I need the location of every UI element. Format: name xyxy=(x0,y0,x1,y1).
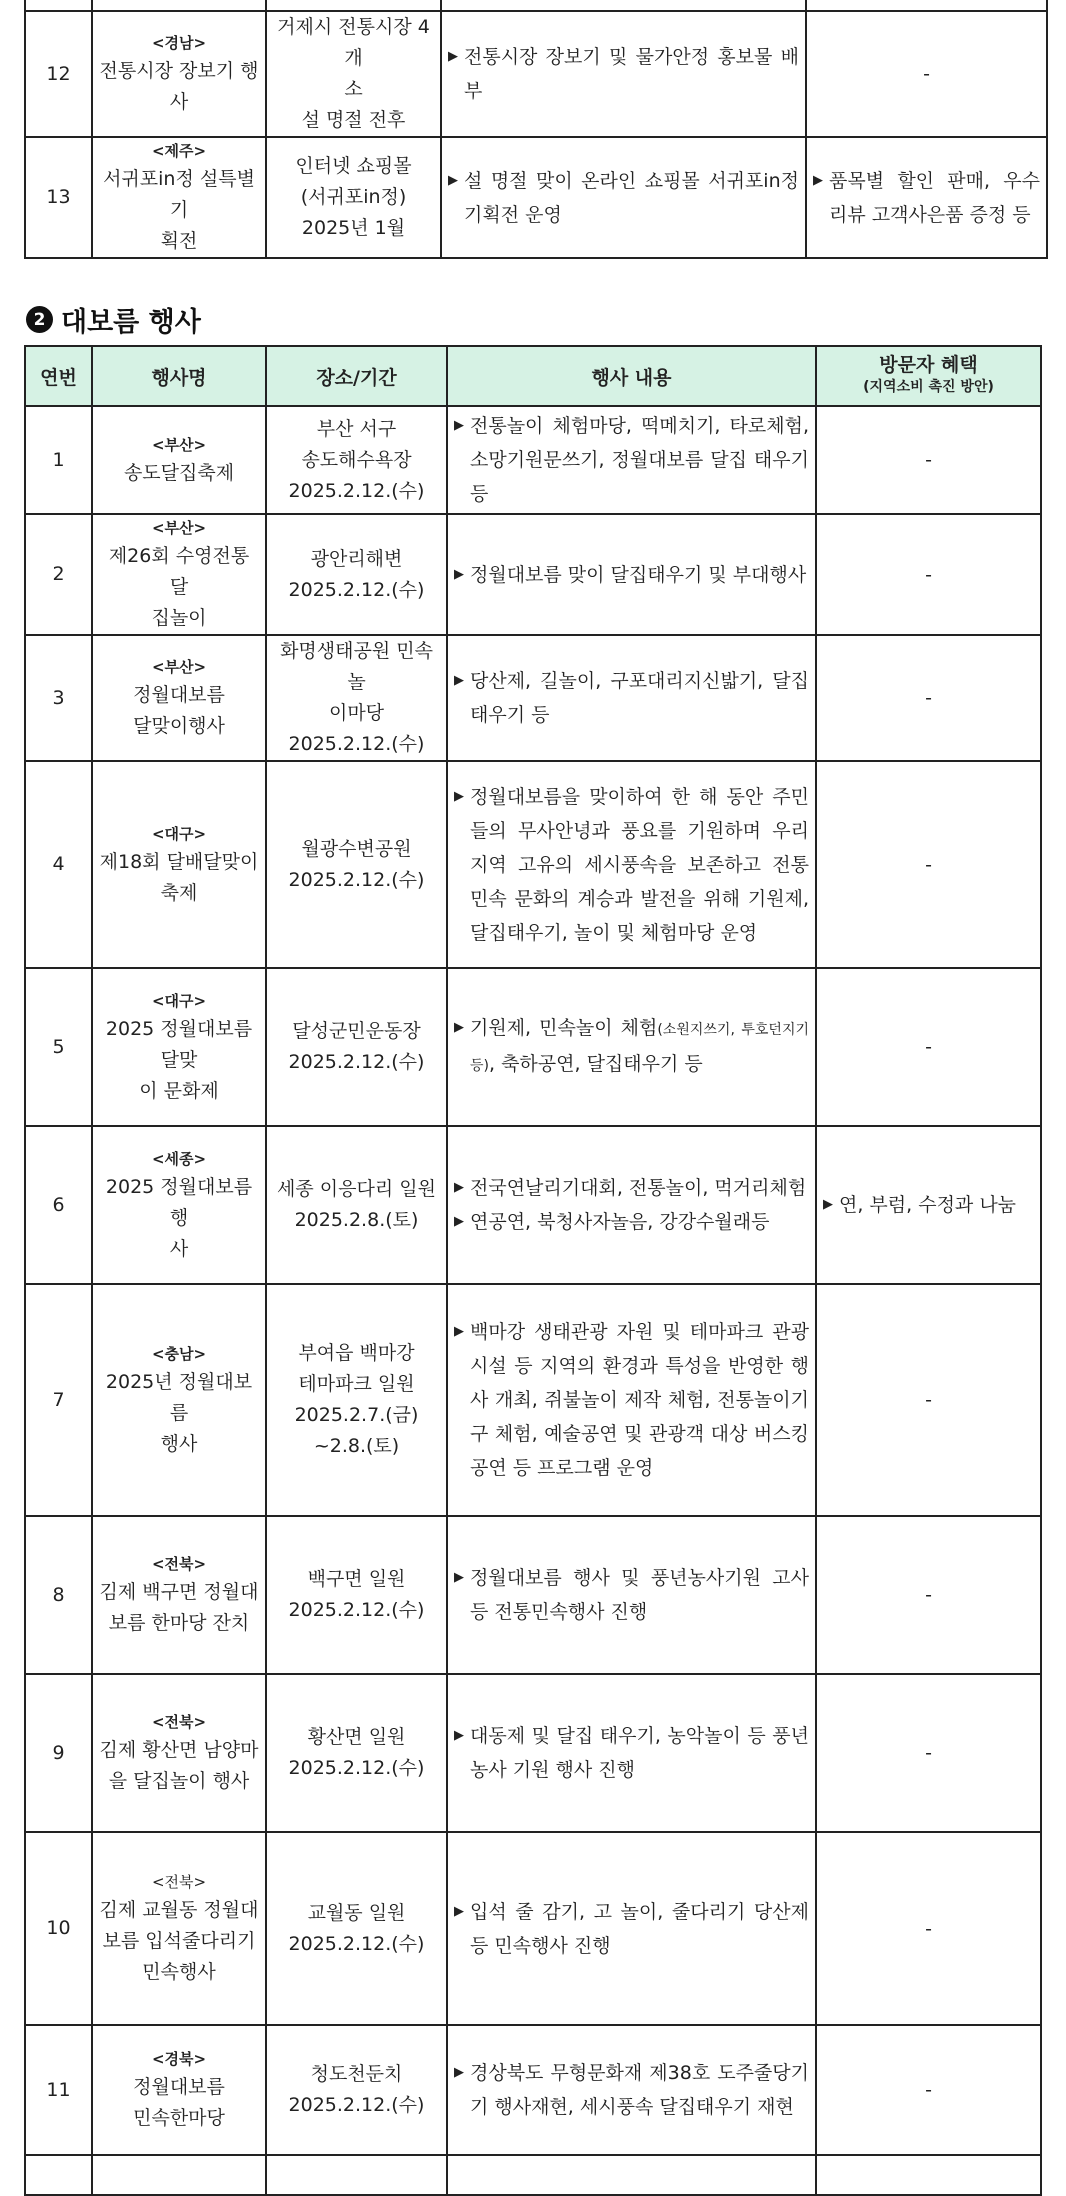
section-number-badge: 2 xyxy=(26,306,53,333)
triangle-right-icon: ▶ xyxy=(448,172,458,188)
triangle-right-icon: ▶ xyxy=(454,1903,464,1919)
table-row xyxy=(25,2155,1041,2195)
event-name-cell xyxy=(92,11,266,137)
content-cell: ▶ 전통놀이 체험마당, 떡메치기, 타로체험, 소망기원문쓰기, 정월대보름 달집 태우기 등 xyxy=(447,406,816,514)
triangle-right-icon: ▶ xyxy=(454,1180,464,1195)
place-cell: 교월동 일원 2025.2.12.(수) xyxy=(266,1832,447,2025)
event-name-cell xyxy=(92,1832,266,2025)
table-row xyxy=(25,11,1047,137)
row-number: 4 xyxy=(25,761,92,968)
continued-event-table xyxy=(24,0,1048,259)
place-cell: 거제시 전통시장 4개 소 설 명절 전후 xyxy=(266,11,441,137)
region-label: <경남> xyxy=(151,34,207,52)
header-content: 행사 내용 xyxy=(447,346,816,406)
place-cell: 달성군민운동장 2025.2.12.(수) xyxy=(266,968,447,1126)
region-label: <제주> xyxy=(151,142,207,160)
row-number: 12 xyxy=(25,11,92,137)
event-name: 정월대보름 달맞이행사 xyxy=(133,684,225,737)
triangle-right-icon: ▶ xyxy=(454,673,464,688)
triangle-right-icon: ▶ xyxy=(448,49,458,64)
region-label: <부산> xyxy=(151,519,207,537)
content-cell: ▶ 대동제 및 달집 태우기, 농악놀이 등 풍년 농사 기원 행사 진행 xyxy=(447,1674,816,1832)
region-label: <세종> xyxy=(151,1149,207,1168)
benefit-cell: - xyxy=(816,761,1041,968)
table-row xyxy=(25,0,1047,11)
row-number: 9 xyxy=(25,1674,92,1832)
content-cell: ▶ 전통시장 장보기 및 물가안정 홍보물 배부 xyxy=(441,11,806,137)
table-row xyxy=(25,2025,1041,2155)
region-label: <전북> xyxy=(151,1873,207,1891)
region-label: <전북> xyxy=(151,1555,207,1573)
header-no: 연번 xyxy=(25,346,92,406)
table-row xyxy=(25,1126,1041,1284)
event-name-cell xyxy=(92,1284,266,1516)
row-number: 13 xyxy=(25,137,92,258)
event-name: 2025년 정월대보름 행사 xyxy=(105,1370,253,1455)
region-label: <경북> xyxy=(151,2050,207,2068)
event-name-cell xyxy=(92,761,266,968)
event-name: 송도달집축제 xyxy=(123,461,235,484)
section-title-text: 대보름 행사 xyxy=(61,307,201,338)
triangle-right-icon: ▶ xyxy=(454,2065,464,2080)
event-name: 전통시장 장보기 행 사 xyxy=(99,60,259,113)
full-moon-event-table xyxy=(24,345,1042,2196)
header-name: 행사명 xyxy=(92,346,266,406)
place-cell: 광안리해변 2025.2.12.(수) xyxy=(266,514,447,635)
place-cell: 황산면 일원 2025.2.12.(수) xyxy=(266,1674,447,1832)
content-cell: ▶ 기원제, 민속놀이 체험(소원지쓰기, 투호던지기 등), 축하공연, 달집태우기 등 xyxy=(447,968,816,1126)
benefit-cell: - xyxy=(816,406,1041,514)
event-name-cell xyxy=(92,635,266,761)
place-cell: 월광수변공원 2025.2.12.(수) xyxy=(266,761,447,968)
benefit-cell: - xyxy=(816,1284,1041,1516)
row-number: 6 xyxy=(25,1126,92,1284)
event-name: 제18회 달배달맞이 축제 xyxy=(99,850,259,904)
content-cell: ▶ 정월대보름 행사 및 풍년농사기원 고사 등 전통민속행사 진행 xyxy=(447,1516,816,1674)
row-number: 7 xyxy=(25,1284,92,1516)
row-number: 10 xyxy=(25,1832,92,2025)
region-label: <대구> xyxy=(151,824,207,843)
section-title xyxy=(26,300,201,339)
region-label: <충남> xyxy=(151,1344,207,1363)
triangle-right-icon: ▶ xyxy=(454,1570,464,1585)
event-name: 제26회 수영전통 달 집놀이 xyxy=(108,545,250,629)
benefit-cell: ▶ 품목별 할인 판매, 우수 리뷰 고객사은품 증정 등 xyxy=(806,137,1047,258)
content-cell: ▶ 당산제, 길놀이, 구포대리지신밟기, 달집태우기 등 xyxy=(447,635,816,761)
event-name: 정월대보름 민속한마당 xyxy=(133,2076,225,2129)
triangle-right-icon: ▶ xyxy=(813,172,823,188)
region-label: <대구> xyxy=(151,991,207,1010)
table-row xyxy=(25,968,1041,1126)
event-name: 2025 정월대보름 행 사 xyxy=(105,1175,253,1260)
event-name-cell xyxy=(92,2025,266,2155)
content-cell: ▶ 정월대보름을 맞이하여 한 해 동안 주민들의 무사안녕과 풍요를 기원하며 우리 지역 고유의 세시풍속을 보존하고 전통 민속 문화의 계승과 발전을 위해 기원제, 달집태우기, 놀이 및 체험마당 운영 xyxy=(447,761,816,968)
table-row xyxy=(25,1284,1041,1516)
triangle-right-icon: ▶ xyxy=(454,566,464,582)
event-name-cell xyxy=(92,137,266,258)
event-name-cell xyxy=(92,1516,266,1674)
event-name: 김제 황산면 남양마 을 달집놀이 행사 xyxy=(99,1739,259,1792)
header-place: 장소/기간 xyxy=(266,346,447,406)
benefit-cell: - xyxy=(816,635,1041,761)
place-cell: 부산 서구 송도해수욕장 2025.2.12.(수) xyxy=(266,406,447,514)
table-row xyxy=(25,635,1041,761)
event-name: 2025 정월대보름 달맞 이 문화제 xyxy=(105,1017,253,1102)
benefit-cell: - xyxy=(816,1516,1041,1674)
region-label: <부산> xyxy=(151,435,207,454)
benefit-cell: - xyxy=(806,11,1047,137)
event-name-cell xyxy=(92,968,266,1126)
place-cell: 부여읍 백마강 테마파크 일원 2025.2.7.(금) ~2.8.(토) xyxy=(266,1284,447,1516)
triangle-right-icon: ▶ xyxy=(454,418,464,433)
triangle-right-icon: ▶ xyxy=(454,1728,464,1743)
place-cell: 청도천둔치 2025.2.12.(수) xyxy=(266,2025,447,2155)
benefit-cell: - xyxy=(816,968,1041,1126)
table-row xyxy=(25,137,1047,258)
place-cell: 백구면 일원 2025.2.12.(수) xyxy=(266,1516,447,1674)
region-label: <부산> xyxy=(151,658,207,676)
row-number: 11 xyxy=(25,2025,92,2155)
table-row xyxy=(25,1674,1041,1832)
row-number: 5 xyxy=(25,968,92,1126)
triangle-right-icon: ▶ xyxy=(823,1197,833,1212)
event-name-cell xyxy=(92,514,266,635)
content-cell: ▶ 정월대보름 맞이 달집태우기 및 부대행사 xyxy=(447,514,816,635)
region-label: <전북> xyxy=(151,1713,207,1731)
row-number: 8 xyxy=(25,1516,92,1674)
row-number: 2 xyxy=(25,514,92,635)
table-row xyxy=(25,761,1041,968)
place-cell: 인터넷 쇼핑몰 (서귀포in정) 2025년 1월 xyxy=(266,137,441,258)
table-row xyxy=(25,406,1041,514)
content-cell: ▶ 백마강 생태관광 자원 및 테마파크 관광시설 등 지역의 환경과 특성을 반영한 행사 개최, 쥐불놀이 제작 체험, 전통놀이기구 체험, 예술공연 및 관광객 대상 버스킹 공연 등 프로그램 운영 xyxy=(447,1284,816,1516)
row-number: 3 xyxy=(25,635,92,761)
benefit-cell: ▶ 연, 부럼, 수정과 나눔 xyxy=(816,1126,1041,1284)
content-cell: ▶ 경상북도 무형문화재 제38호 도주줄당기기 행사재현, 세시풍속 달집태우기 재현 xyxy=(447,2025,816,2155)
event-name: 김제 교월동 정월대 보름 입석줄다리기 민속행사 xyxy=(99,1899,259,1983)
table-row xyxy=(25,1832,1041,2025)
row-number: 1 xyxy=(25,406,92,514)
header-benefit: 방문자 혜택 (지역소비 촉진 방안) xyxy=(816,346,1041,406)
triangle-right-icon: ▶ xyxy=(454,1324,464,1339)
table-header-row xyxy=(25,346,1041,406)
place-cell: 화명생태공원 민속놀 이마당 2025.2.12.(수) xyxy=(266,635,447,761)
table-row xyxy=(25,514,1041,635)
triangle-right-icon: ▶ xyxy=(454,1214,464,1229)
benefit-cell: - xyxy=(816,2025,1041,2155)
content-cell: ▶ 입석 줄 감기, 고 놀이, 줄다리기 당산제 등 민속행사 진행 xyxy=(447,1832,816,2025)
benefit-cell: - xyxy=(816,1832,1041,2025)
event-name: 서귀포in정 설특별기 획전 xyxy=(103,168,255,252)
place-cell: 세종 이응다리 일원 2025.2.8.(토) xyxy=(266,1126,447,1284)
triangle-right-icon: ▶ xyxy=(454,788,464,804)
event-name-cell xyxy=(92,1674,266,1832)
event-name-cell xyxy=(92,1126,266,1284)
table-row xyxy=(25,1516,1041,1674)
benefit-cell: - xyxy=(816,1674,1041,1832)
event-name-cell xyxy=(92,406,266,514)
content-cell: ▶ 설 명절 맞이 온라인 쇼핑몰 서귀포in정 기획전 운영 xyxy=(441,137,806,258)
triangle-right-icon: ▶ xyxy=(454,1020,464,1035)
benefit-cell: - xyxy=(816,514,1041,635)
event-name: 김제 백구면 정월대 보름 한마당 잔치 xyxy=(99,1581,259,1634)
content-cell: ▶ 전국연날리기대회, 전통놀이, 먹거리체험 ▶ 연공연, 북청사자놀음, 강강수월래등 xyxy=(447,1126,816,1284)
